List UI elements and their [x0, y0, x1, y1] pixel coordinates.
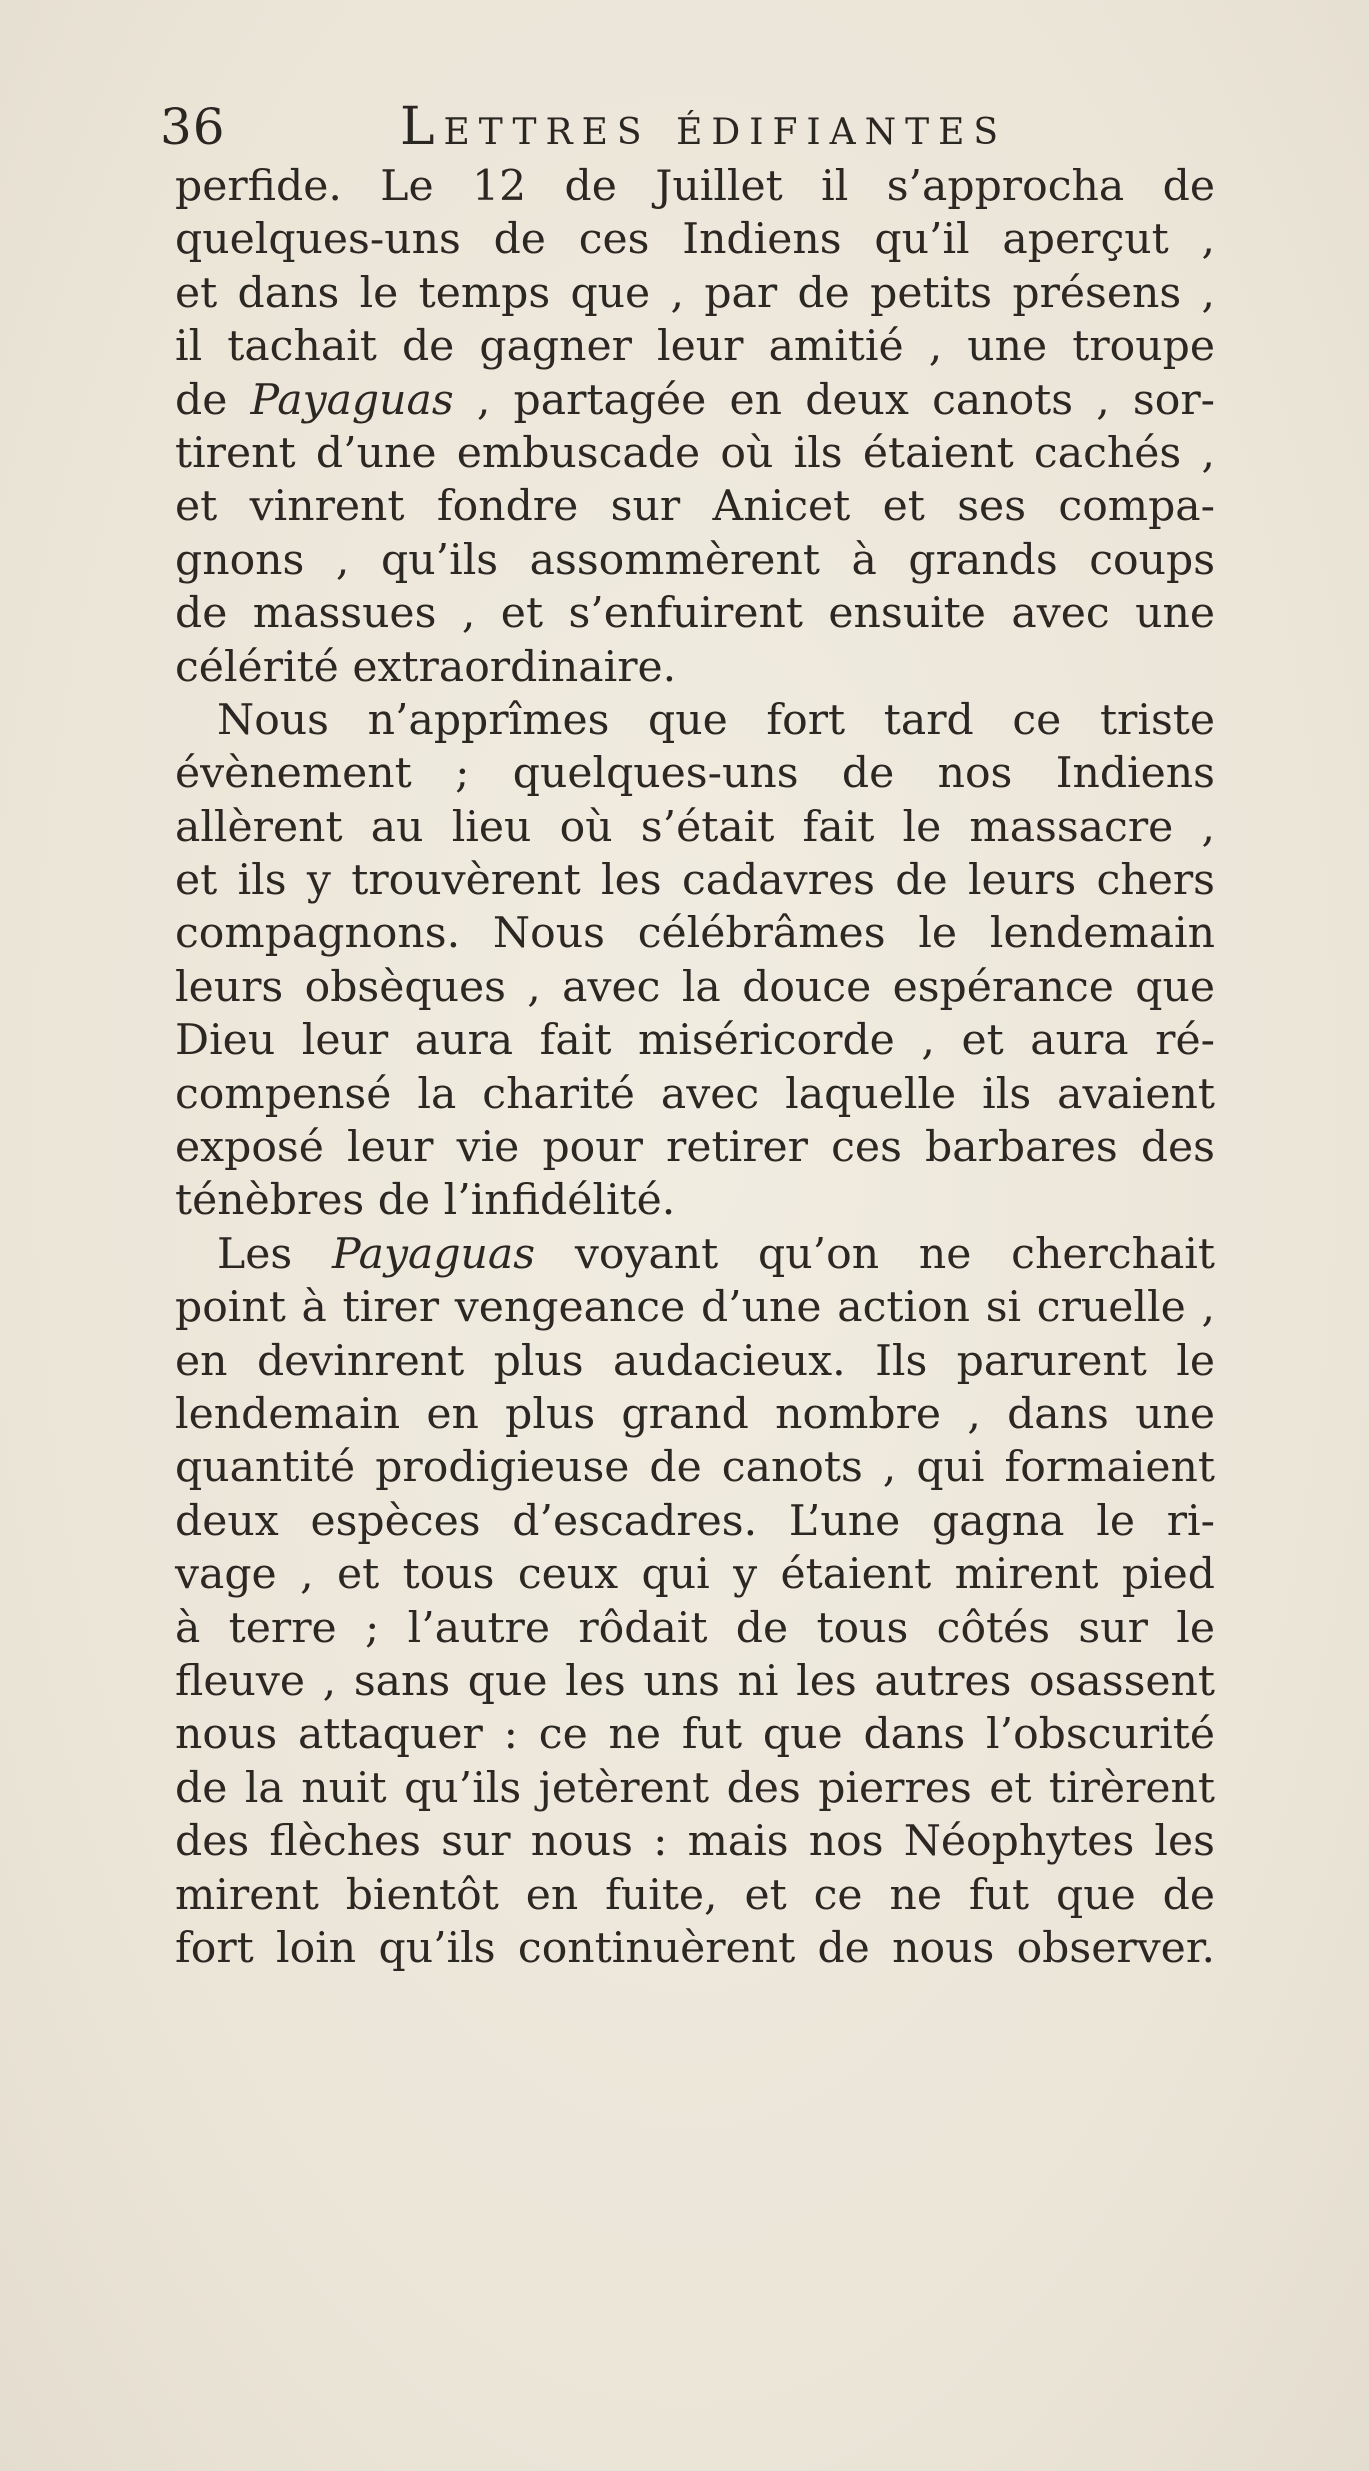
italic-name: Payaguas: [250, 375, 454, 425]
page-number: 36: [160, 98, 226, 156]
text-line: évènement ; quelques-uns de nos Indiens: [175, 749, 1215, 799]
italic-name: Payaguas: [331, 1229, 536, 1279]
text-line: tirent d’une embuscade où ils étaient cachés ,: [175, 428, 1215, 478]
text-segment: de: [175, 375, 251, 425]
page-header: [160, 92, 1220, 162]
text-line: gnons , qu’ils assommèrent à grands coups: [175, 535, 1215, 585]
running-title: Lettres édifiantes: [400, 97, 1008, 157]
text-line: vage , et tous ceux qui y étaient mirent pied: [175, 1550, 1215, 1600]
text-segment: , partagée en deux canots , sor-: [453, 375, 1216, 425]
text-line: allèrent au lieu où s’était fait le massacre ,: [175, 802, 1215, 852]
text-line: perfide. Le 12 de Juillet il s’approcha de: [175, 162, 1215, 211]
text-line: fort loin qu’ils continuèrent de nous observer.: [175, 1923, 1215, 1973]
text-line: Nous n’apprîmes que fort tard ce triste: [217, 695, 1215, 745]
text-line: célérité extraordinaire.: [175, 642, 677, 692]
body-text: [175, 160, 1215, 1975]
text-line: de massues , et s’enfuirent ensuite avec une: [175, 589, 1215, 639]
text-line: compagnons. Nous célébrâmes le lendemain: [175, 909, 1215, 959]
text-line: en devinrent plus audacieux. Ils parurent le: [175, 1336, 1215, 1386]
text-line: [175, 374, 1215, 427]
text-line: Dieu leur aura fait miséricorde , et aura ré-: [175, 1016, 1215, 1066]
text-line: leurs obsèques , avec la douce espérance que: [175, 962, 1215, 1012]
text-segment: voyant qu’on ne cherchait: [535, 1229, 1215, 1279]
text-line: mirent bientôt en fuite, et ce ne fut que de: [175, 1870, 1215, 1920]
text-line: et vinrent fondre sur Anicet et ses compa-: [175, 482, 1215, 532]
text-line: des flèches sur nous : mais nos Néophytes les: [175, 1817, 1215, 1867]
text-line: ténèbres de l’infidélité.: [175, 1176, 676, 1226]
text-segment: Les: [217, 1229, 332, 1279]
text-line: quantité prodigieuse de canots , qui formaient: [175, 1443, 1215, 1493]
text-line: et ils y trouvèrent les cadavres de leurs chers: [175, 856, 1215, 906]
text-line: quelques-uns de ces Indiens qu’il aperçut ,: [175, 215, 1215, 265]
text-line: et dans le temps que , par de petits présens ,: [175, 268, 1215, 318]
text-line: lendemain en plus grand nombre , dans une: [175, 1389, 1215, 1439]
text-line: compensé la charité avec laquelle ils avaient: [175, 1069, 1215, 1119]
text-line: de la nuit qu’ils jetèrent des pierres et tirèrent: [175, 1763, 1215, 1813]
text-line: point à tirer vengeance d’une action si cruelle ,: [175, 1283, 1215, 1333]
text-line: nous attaquer : ce ne fut que dans l’obscurité: [175, 1710, 1215, 1760]
text-line: [175, 1228, 1215, 1281]
text-line: deux espèces d’escadres. L’une gagna le ri-: [175, 1496, 1215, 1546]
text-line: exposé leur vie pour retirer ces barbares des: [175, 1123, 1215, 1173]
text-line: à terre ; l’autre rôdait de tous côtés sur le: [175, 1603, 1215, 1653]
text-line: il tachait de gagner leur amitié , une troupe: [175, 322, 1215, 372]
text-line: fleuve , sans que les uns ni les autres osassent: [175, 1656, 1215, 1706]
